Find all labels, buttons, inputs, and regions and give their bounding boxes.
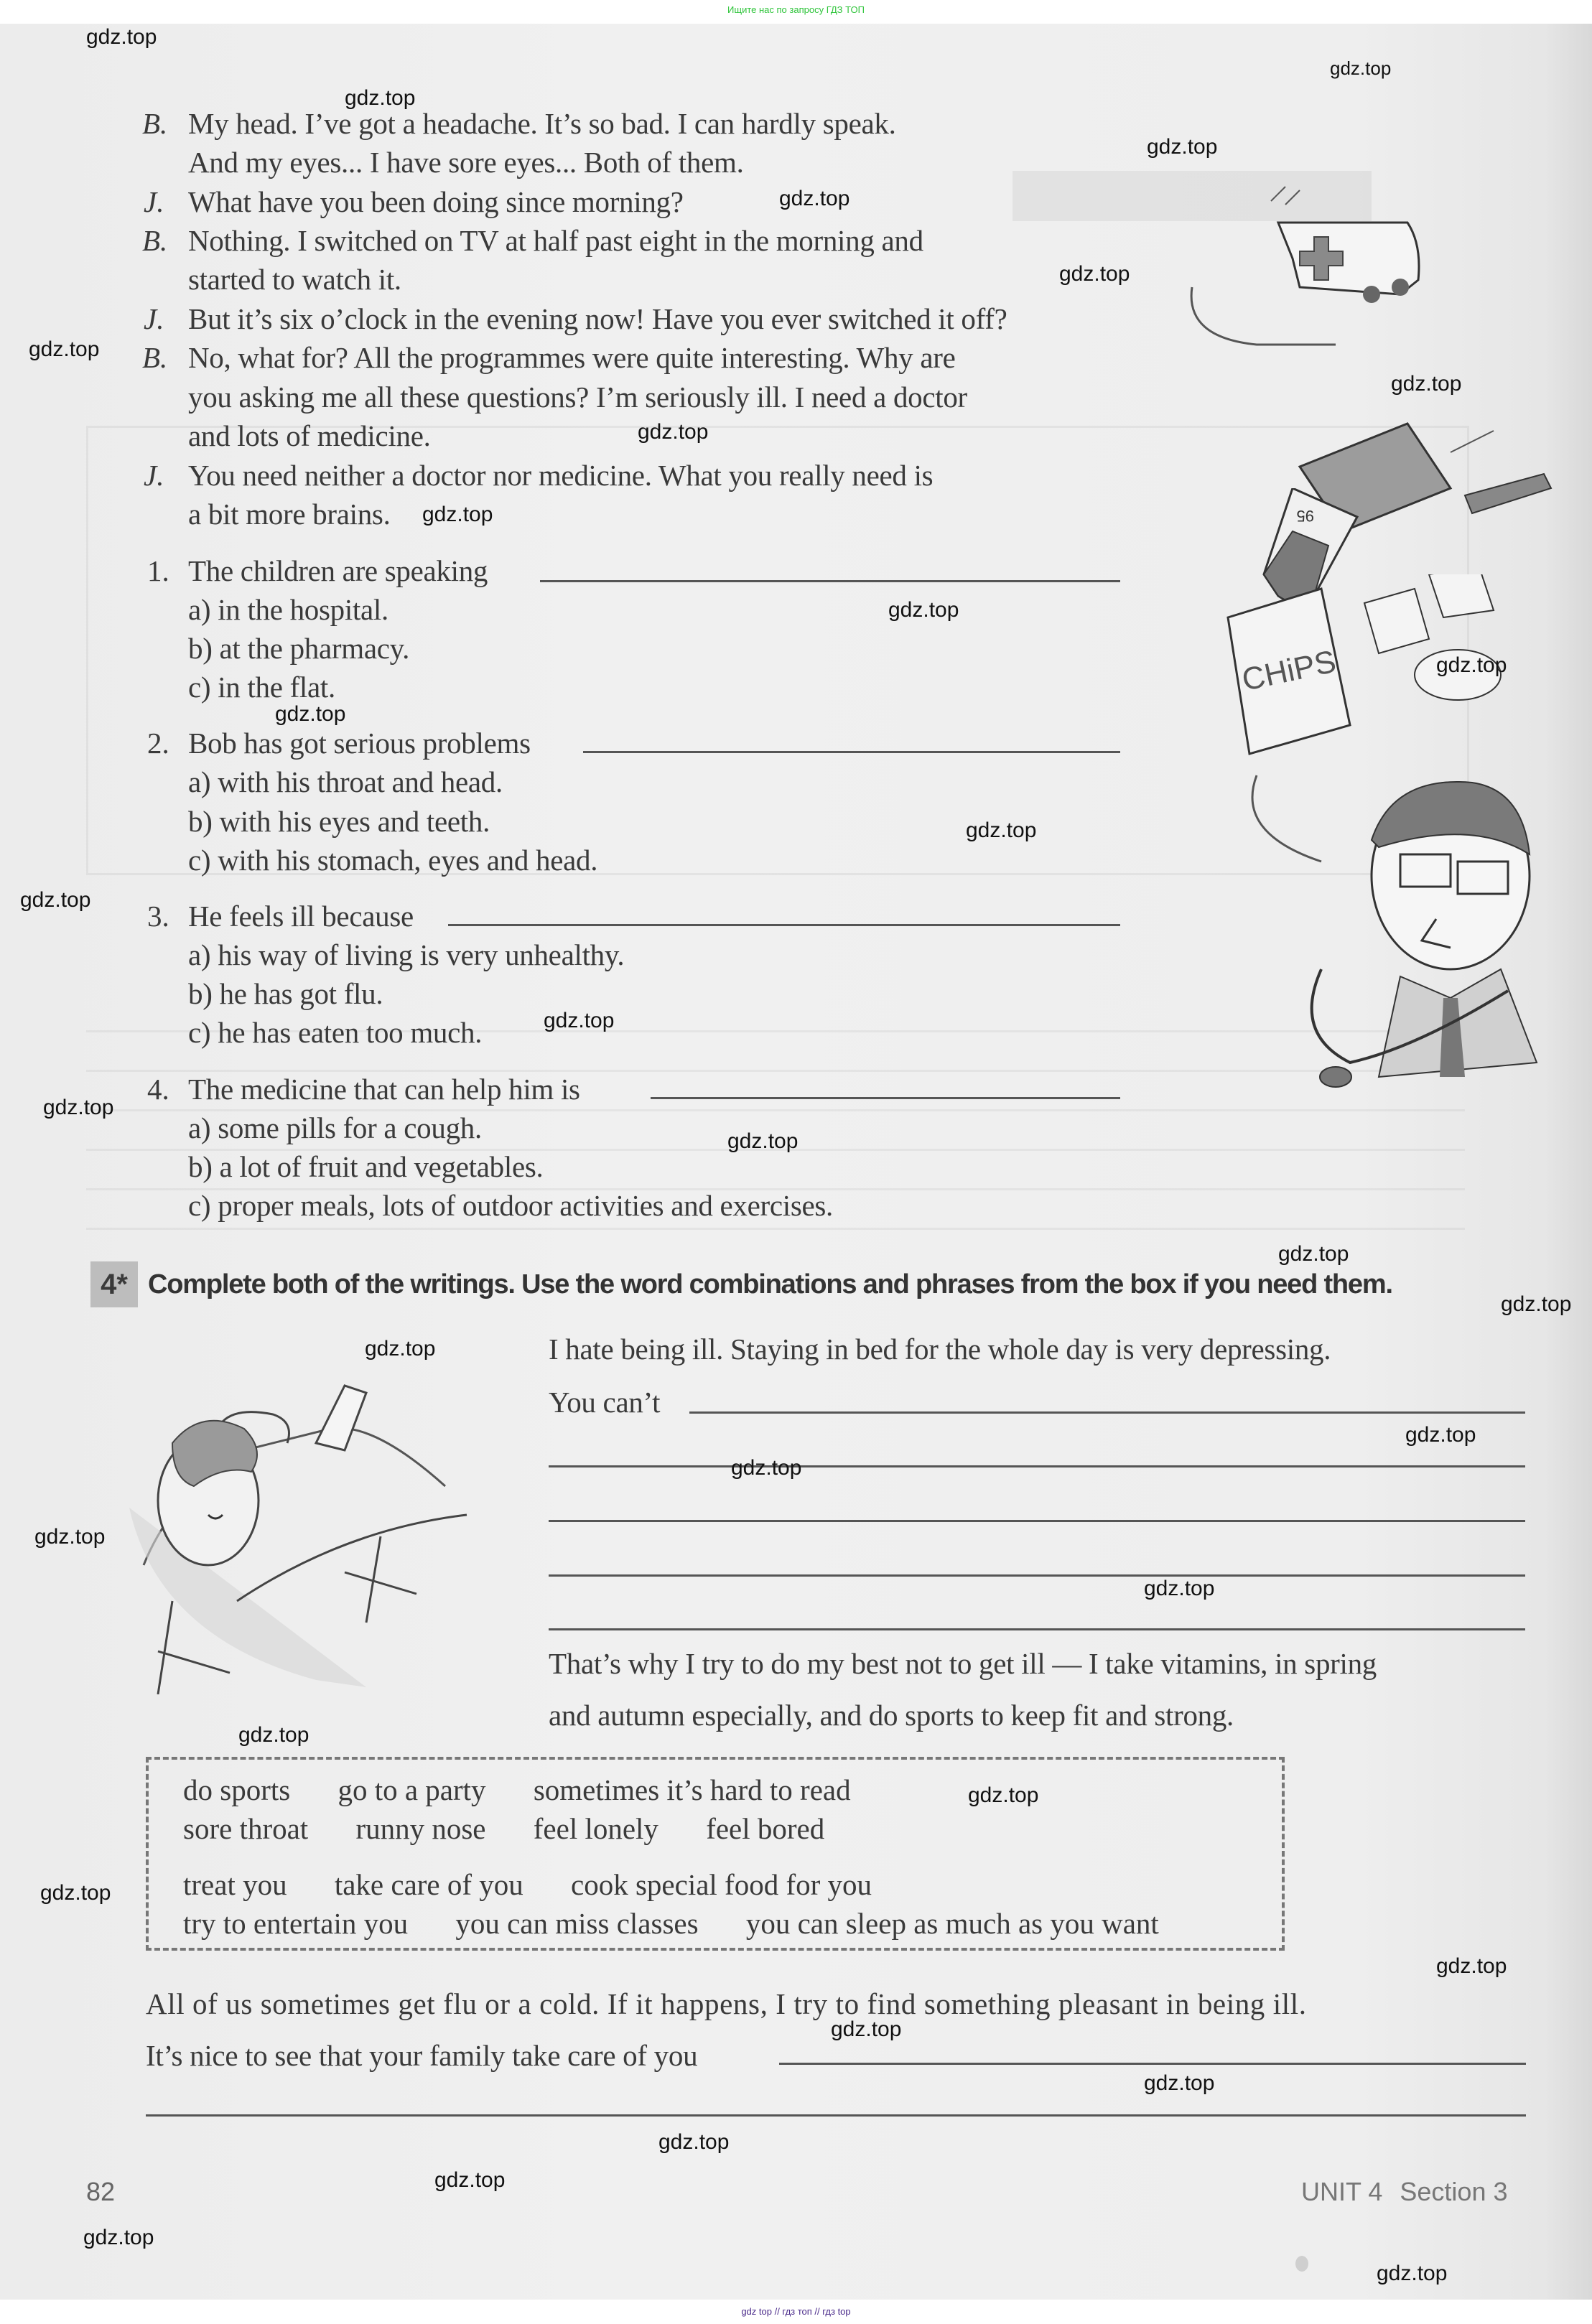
task-number-badge: 4* [90, 1261, 138, 1307]
watermark: gdz.top [1278, 1242, 1349, 1266]
dialogue-line: started to watch it. [188, 263, 401, 296]
ambulance-illustration [1170, 179, 1494, 395]
watermark: gdz.top [34, 1525, 106, 1549]
watermark: gdz.top [1330, 57, 1392, 79]
bottom-banner [0, 2300, 1592, 2323]
phrase: treat you [183, 1868, 287, 1901]
watermark: gdz.top [658, 2130, 730, 2154]
option: b) a lot of fruit and vegetables. [188, 1150, 544, 1183]
phrase-row [183, 1906, 1199, 1941]
option: b) with his eyes and teeth. [188, 805, 490, 838]
watermark: gdz.top [434, 2168, 506, 2192]
watermark: gdz.top [1436, 653, 1507, 677]
section-label: Section 3 [1400, 2177, 1508, 2206]
watermark: gdz.top [86, 25, 157, 49]
page-dot [1295, 2256, 1308, 2272]
dialogue-line: And my eyes... I have sore eyes... Both of them. [188, 146, 744, 179]
watermark: gdz.top [83, 2226, 154, 2249]
dialogue-line: You need neither a doctor nor medicine. What you really need is [188, 459, 934, 492]
unit-label: UNIT 4 [1301, 2177, 1383, 2206]
phrase-box [146, 1757, 1285, 1951]
watermark: gdz.top [20, 888, 91, 912]
watermark: gdz.top [422, 503, 493, 526]
watermark: gdz.top [1391, 372, 1462, 396]
speaker-label: B. [142, 341, 168, 374]
speaker-label: B. [142, 224, 168, 257]
watermark: gdz.top [1501, 1292, 1572, 1316]
option: a) some pills for a cough. [188, 1111, 482, 1144]
option: a) in the hospital. [188, 593, 388, 626]
phrase: you can miss classes [455, 1907, 699, 1940]
watermark: gdz.top [731, 1456, 802, 1480]
watermark: gdz.top [831, 2017, 902, 2041]
phrase: take care of you [334, 1868, 523, 1901]
writing-1-line-2[interactable] [549, 1465, 1525, 1467]
phrase-row [183, 1773, 891, 1807]
watermark: gdz.top [888, 598, 959, 622]
writing-2-blank-1[interactable] [779, 2063, 1526, 2065]
watermark: gdz.top [40, 1881, 111, 1905]
answer-blank-4[interactable] [651, 1097, 1120, 1099]
dialogue-line: and lots of medicine. [188, 419, 431, 452]
bottom-banner-text: gdz top // гдз топ // гдз top [741, 2306, 851, 2317]
phrase: do sports [183, 1773, 291, 1806]
task-instructions: Complete both of the writings. Use the word combinations and phrases from the box if you need them. [148, 1269, 1392, 1299]
question-number: 2. [147, 727, 169, 760]
dialogue-line: What have you been doing since morning? [188, 185, 684, 218]
top-banner [0, 0, 1592, 24]
boy-in-bed-illustration [129, 1364, 503, 1694]
option: a) with his throat and head. [188, 765, 503, 798]
option: c) in the flat. [188, 671, 335, 704]
dialogue-line: My head. I’ve got a headache. It’s so bad. I can hardly speak. [188, 107, 896, 140]
question-stem: The medicine that can help him is [188, 1073, 580, 1106]
watermark: gdz.top [29, 337, 100, 361]
phrase: sore throat [183, 1812, 309, 1845]
watermark: gdz.top [1436, 1954, 1507, 1978]
chips-packet-illustration [1221, 574, 1551, 790]
speaker-label: J. [144, 459, 164, 492]
writing-1-line-4[interactable] [549, 1574, 1525, 1577]
dialogue-line: you asking me all these questions? I’m seriously ill. I need a doctor [188, 381, 967, 414]
option: a) his way of living is very unhealthy. [188, 938, 625, 971]
bottle-label: 95 [1296, 507, 1314, 525]
watermark: gdz.top [345, 86, 416, 110]
chips-label: CHiPS [1239, 643, 1339, 699]
speaker-label: B. [142, 107, 168, 140]
top-banner-text: Ищите нас по запросу ГДЗ ТОП [727, 4, 865, 15]
phrase-row [183, 1811, 865, 1846]
phrase: sometimes it’s hard to read [533, 1773, 851, 1806]
writing-2-blank-2[interactable] [146, 2114, 1526, 2117]
option: b) he has got flu. [188, 977, 383, 1010]
phrase: feel bored [706, 1812, 825, 1845]
answer-blank-3[interactable] [448, 924, 1120, 926]
watermark: gdz.top [966, 818, 1037, 842]
watermark: gdz.top [779, 187, 850, 210]
speaker-label: J. [144, 185, 164, 218]
question-number: 3. [147, 900, 169, 933]
watermark: gdz.top [968, 1783, 1039, 1807]
doctor-illustration [1235, 761, 1565, 1120]
watermark: gdz.top [1147, 135, 1218, 159]
question-stem: The children are speaking [188, 554, 488, 587]
option: c) with his stomach, eyes and head. [188, 844, 598, 877]
writing-1-prompt: You can’t [549, 1386, 661, 1419]
unit-section-label [1301, 2177, 1508, 2207]
watermark: gdz.top [1405, 1423, 1476, 1447]
writing-1-line-5[interactable] [549, 1628, 1525, 1630]
answer-blank-2[interactable] [583, 751, 1120, 753]
watermark: gdz.top [544, 1009, 615, 1032]
writing-1-line-1[interactable] [689, 1411, 1525, 1414]
phrase: runny nose [355, 1812, 486, 1845]
watermark: gdz.top [1059, 262, 1130, 286]
question-stem: Bob has got serious problems [188, 727, 531, 760]
watermark: gdz.top [238, 1723, 309, 1747]
phrase-row [183, 1867, 912, 1902]
question-stem: He feels ill because [188, 900, 414, 933]
dialogue-line: a bit more brains. [188, 498, 391, 531]
watermark: gdz.top [1144, 1577, 1215, 1600]
phrase: try to entertain you [183, 1907, 409, 1940]
writing-1-line-3[interactable] [549, 1520, 1525, 1522]
writing-1-outro: That’s why I try to do my best not to get ill — I take vitamins, in spring [549, 1647, 1377, 1680]
watermark: gdz.top [1377, 2262, 1448, 2285]
answer-blank-1[interactable] [540, 580, 1120, 582]
phrase: go to a party [338, 1773, 486, 1806]
phrase: feel lonely [533, 1812, 658, 1845]
dialogue-line: But it’s six o’clock in the evening now! Have you ever switched it off? [188, 302, 1007, 335]
option: c) he has eaten too much. [188, 1016, 483, 1049]
watermark: gdz.top [638, 420, 709, 444]
phrase: you can sleep as much as you want [745, 1907, 1159, 1940]
watermark: gdz.top [43, 1096, 114, 1119]
watermark: gdz.top [365, 1337, 436, 1361]
option: b) at the pharmacy. [188, 632, 410, 665]
question-number: 1. [147, 554, 169, 587]
dialogue-line: No, what for? All the programmes were quite interesting. Why are [188, 341, 956, 374]
watermark: gdz.top [1144, 2071, 1215, 2095]
writing-2-line-1: All of us sometimes get flu or a cold. If it happens, I try to find something pleasant in being ill. [146, 1987, 1307, 2020]
writing-1-intro: I hate being ill. Staying in bed for the whole day is very depressing. [549, 1333, 1331, 1366]
question-number: 4. [147, 1073, 169, 1106]
speaker-label: J. [144, 302, 164, 335]
option: c) proper meals, lots of outdoor activities and exercises. [188, 1189, 833, 1222]
watermark: gdz.top [275, 702, 346, 726]
page-number: 82 [86, 2177, 116, 2206]
writing-2-line-2: It’s nice to see that your family take care of you [146, 2039, 698, 2072]
writing-1-outro: and autumn especially, and do sports to keep fit and strong. [549, 1699, 1234, 1732]
dialogue-line: Nothing. I switched on TV at half past eight in the morning and [188, 224, 923, 257]
watermark: gdz.top [727, 1129, 799, 1153]
phrase: cook special food for you [571, 1868, 872, 1901]
